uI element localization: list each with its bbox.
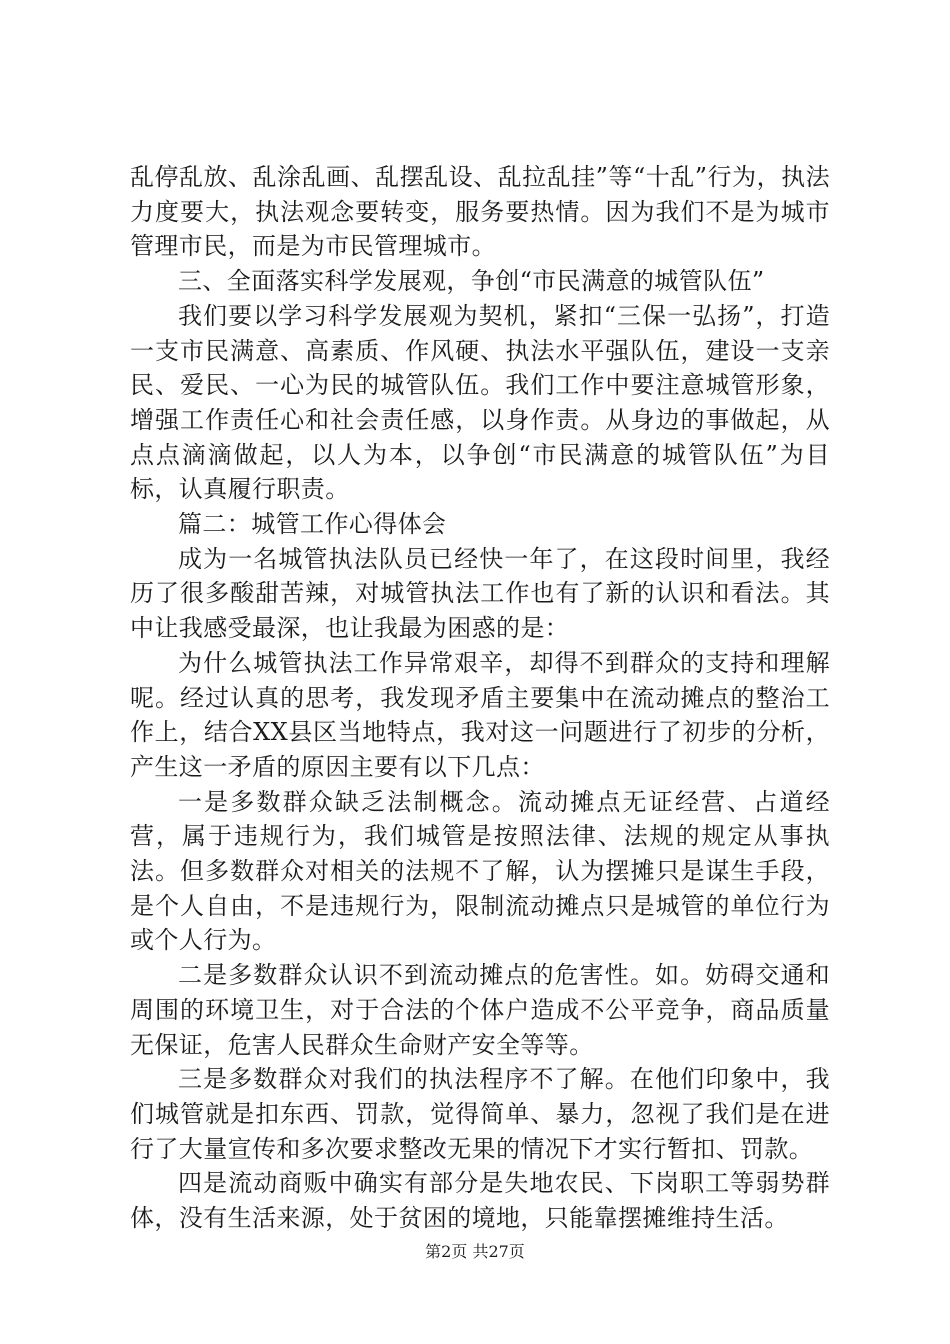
document-body — [130, 160, 830, 1236]
paragraph-10: 四是流动商贩中确实有部分是失地农民、下岗职工等弱势群体，没有生活来源，处于贫困的境地，只能靠摆摊维持生活。 — [130, 1169, 830, 1233]
paragraph-1: 乱停乱放、乱涂乱画、乱摆乱设、乱拉乱挂”等“十乱”行为，执法力度要大，执法观念要转变，服务要热情。因为我们不是为城市管理市民，而是为市民管理城市。 — [130, 163, 830, 261]
paragraph-8: 二是多数群众认识不到流动摊点的危害性。如。妨碍交通和周围的环境卫生，对于合法的个体户造成不公平竞争，商品质量无保证，危害人民群众生命财产安全等等。 — [130, 961, 830, 1059]
paragraph-3: 我们要以学习科学发展观为契机，紧扣“三保一弘扬”，打造一支市民满意、高素质、作风硬、执法水平强队伍，建设一支亲民、爱民、一心为民的城管队伍。我们工作中要注意城管形象，增强工作责任心和社会责任感，以身作责。从身边的事做起，从点点滴滴做起，以人为本，以争创“市民满意的城管队伍”为目标，认真履行职责。 — [130, 301, 830, 504]
paragraph-5: 成为一名城管执法队员已经快一年了，在这段时间里，我经历了很多酸甜苦辣，对城管执法工作也有了新的认识和看法。其中让我感受最深，也让我最为困惑的是： — [130, 544, 830, 643]
page-number-footer: 第2页 共27页 — [425, 1242, 525, 1261]
paragraph-2-heading: 三、全面落实科学发展观，争创“市民满意的城管队伍” — [178, 267, 765, 296]
paragraph-6: 为什么城管执法工作异常艰辛，却得不到群众的支持和理解呢。经过认真的思考，我发现矛盾主要集中在流动摊点的整治工作上，结合XX县区当地特点，我对这一问题进行了初步的分析，产生这一矛盾的原因主要有以下几点： — [130, 648, 830, 781]
paragraph-4-heading: 篇二：城管工作心得体会 — [178, 510, 447, 539]
paragraph-7: 一是多数群众缺乏法制概念。流动摊点无证经营、占道经营，属于违规行为，我们城管是按照法律、法规的规定从事执法。但多数群众对相关的法规不了解，认为摆摊只是谋生手段，是个人自由，不是违规行为，限制流动摊点只是城管的单位行为或个人行为。 — [130, 787, 830, 955]
paragraph-9: 三是多数群众对我们的执法程序不了解。在他们印象中，我们城管就是扣东西、罚款，觉得简单、暴力，忽视了我们是在进行了大量宣传和多次要求整改无果的情况下才实行暂扣、罚款。 — [130, 1065, 830, 1163]
